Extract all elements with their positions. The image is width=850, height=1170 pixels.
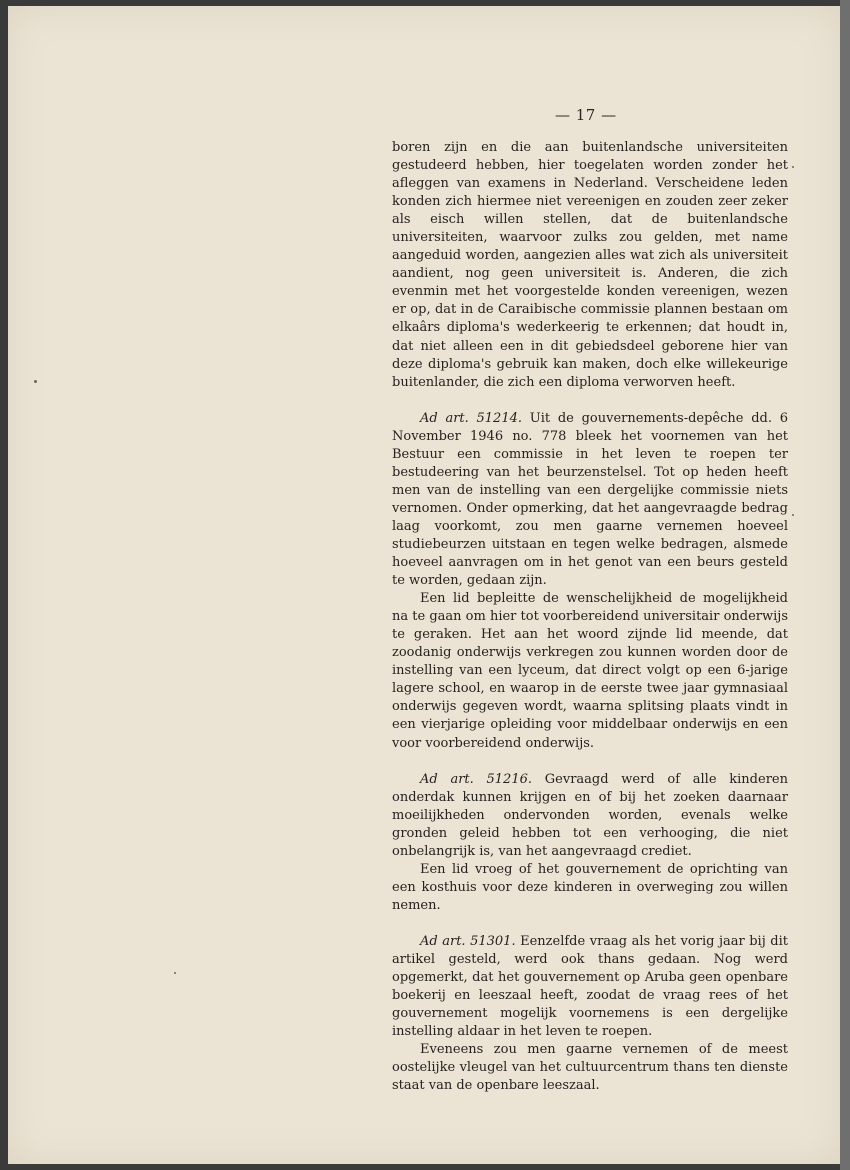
paragraph-text: Een lid vroeg of het gouvernement de oprichting van een kosthuis voor deze kinderen in overweging zou willen nemen. [392, 861, 788, 913]
paragraph-art-51301 [392, 933, 788, 1041]
text-column [392, 139, 788, 1095]
paragraph-text: boren zijn en die aan buitenlandsche universiteiten gestudeerd hebben, hier toegelaten worden zonder het afleggen van examens in Nederland. Verscheidene leden konden zich hiermee niet vereenigen en zouden zeer zeker als eisch willen stellen, dat de buitenlandsche universiteiten, waarvoor zulks zou gelden, met name aangeduid worden, aangezien alles wat zich als universiteit aandient, nog geen universiteit is. Anderen, die zich evenmin met het voorgestelde konden vereenigen, wezen er op, dat in de Caraibische commissie plannen bestaan om elkaârs diploma's wederkeerig te erkennen; dat houdt in, dat niet alleen een in dit gebiedsdeel geborene hier van deze diploma's gebruik kan maken, doch elke willekeurige buitenlander, die zich een diploma verworven heeft. [392, 140, 788, 390]
paragraph-text: Een lid bepleitte de wenschelijkheid de mogelijkheid na te gaan om hier tot voorbereidend universitair onderwijs te geraken. Het aan het woord zijnde lid meende, dat zoodanig onderwijs verkregen zou kunnen worden door de instelling van een lyceum, dat direct volgt op een 6-jarige lagere school, en waarop in de eerste twee jaar gymnasiaal onderwijs gegeven wordt, waarna splitsing plaats vindt in een vierjarige opleiding voor middelbaar onderwijs en een voor voorbereidend onderwijs. [392, 591, 788, 751]
page-number: — 17 — [555, 106, 617, 124]
paper-speck [34, 380, 37, 383]
paragraph-text: Uit de gouvernements-depêche dd. 6 November 1946 no. 778 bleek het voornemen van het Bestuur een commissie in het leven te roepen ter bestudeering van het beurzenstelsel. Tot op heden heeft men van de instelling van een dergelijke commissie niets vernomen. Onder opmerking, dat het aangevraagde bedrag laag voorkomt, zou men gaarne vernemen hoeveel studiebeurzen uitstaan en tegen welke bedragen, alsmede hoeveel aanvragen om in het genot van een beurs gesteld te worden, gedaan zijn. [392, 410, 788, 589]
paragraph-text: Eenzelfde vraag als het vorig jaar bij dit artikel gesteld, werd ook thans gedaan. Nog werd opgemerkt, dat het gouvernement op Aruba geen openbare boekerij en leeszaal heeft, zoodat de vraag rees of het gouvernement mogelijk voornemens is een dergelijke instelling aldaar in het leven te roepen. [392, 933, 788, 1040]
paragraph-culture-centre [392, 1041, 788, 1095]
paragraph-continuation [392, 139, 788, 392]
paragraph-art-51216 [392, 771, 788, 861]
paper-speck [174, 972, 176, 974]
article-reference: Ad art. 51301. [420, 933, 516, 949]
paper-speck [792, 514, 794, 516]
paragraph-art-51214 [392, 410, 788, 590]
paragraph-text: Eveneens zou men gaarne vernemen of de meest oostelijke vleugel van het cultuurcentrum thans ten dienste staat van de openbare leeszaal. [392, 1042, 788, 1094]
article-reference: Ad art. 51214. [420, 410, 522, 426]
paper-speck [792, 166, 794, 168]
document-page [8, 6, 840, 1164]
article-reference: Ad art. 51216. [420, 771, 533, 787]
paragraph-text: Gevraagd werd of alle kinderen onderdak kunnen krijgen en of bij het zoeken daarnaar moeilijkheden ondervonden worden, evenals welke gronden geleid hebben tot een verhooging, die niet onbelangrijk is, van het aangevraagd crediet. [392, 771, 788, 859]
paragraph-preparatory-education [392, 590, 788, 752]
paragraph-boarding-house [392, 861, 788, 915]
scan-border [840, 0, 850, 1170]
